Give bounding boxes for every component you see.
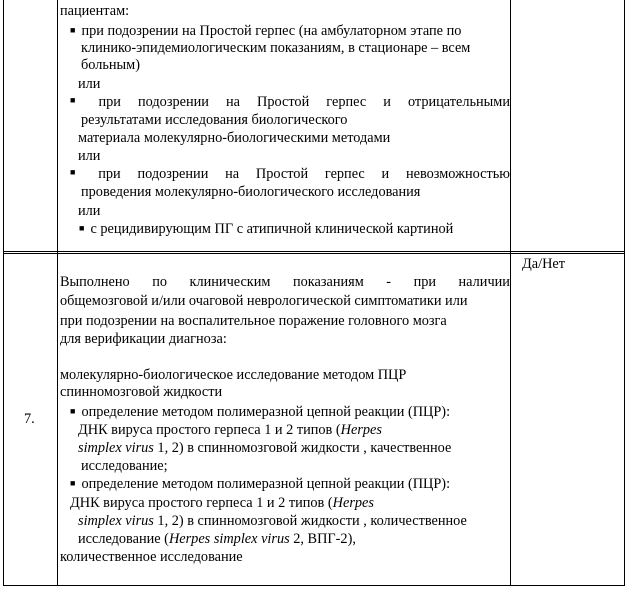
- table-border-col2: [510, 0, 511, 586]
- text-line: [60, 274, 510, 291]
- text-line: пациентам:: [60, 3, 130, 19]
- text-line: спинномозговой жидкости: [60, 384, 223, 400]
- text-line: проведения молекулярно-биологического исследования: [81, 184, 421, 200]
- list-item: ■ определение методом полимеразной цепной реакции (ПЦР):: [70, 476, 451, 492]
- justified-text: Выполнено по клиническим показаниям - при наличии: [60, 274, 510, 290]
- text-line: больным): [81, 57, 140, 73]
- row-divider: [3, 253, 625, 254]
- text-line: материала молекулярно-биологическими методами: [78, 130, 391, 146]
- italic-text: Herpes: [332, 495, 374, 511]
- table-border-bottom: [3, 585, 625, 586]
- bullet-square-icon: ■: [70, 95, 76, 105]
- bullet-square-icon: ■: [70, 406, 76, 416]
- list-item: ■ при подозрении на Простой герпес и невозможностью: [70, 166, 510, 182]
- bullet-square-icon: ■: [70, 167, 76, 177]
- italic-text: Herpes simplex virus: [168, 531, 290, 547]
- list-item: ■ определение методом полимеразной цепной реакции (ПЦР):: [70, 404, 451, 420]
- table-border-col1: [57, 0, 58, 586]
- bullet-square-icon: ■: [70, 478, 76, 488]
- text-line: ДНК вируса простого герпеса 1 и 2 типов (Herpes: [78, 422, 382, 438]
- bullet-square-icon: ■: [79, 223, 85, 233]
- row-number: 7.: [24, 411, 35, 427]
- text-line: исследование (Herpes simplex virus 2, ВПГ-2),: [78, 531, 356, 547]
- list-item: ■ при подозрении на Простой герпес и отрицательными: [70, 94, 510, 110]
- text-line: или: [78, 76, 101, 92]
- text-line: simplex virus 1, 2) в спинномозговой жидкости , качественное: [78, 440, 452, 456]
- list-item: ■ с рецидивирующим ПГ с атипичной клинической картиной: [79, 221, 454, 237]
- bullet-square-icon: ■: [70, 25, 76, 35]
- italic-text: simplex virus: [78, 440, 154, 456]
- italic-text: simplex virus: [78, 513, 154, 529]
- text-line: количественное исследование: [60, 549, 243, 565]
- text-line: при подозрении на воспалительное поражение головного мозга: [60, 313, 447, 329]
- text-line: ДНК вируса простого герпеса 1 и 2 типов (Herpes: [70, 495, 374, 511]
- italic-text: Herpes: [340, 422, 382, 438]
- row-divider: [3, 251, 625, 252]
- text-line: simplex virus 1, 2) в спинномозговой жидкости , количественное: [78, 513, 467, 529]
- list-item: ■ при подозрении на Простой герпес (на амбулаторном этапе по: [70, 23, 462, 39]
- text-line: результатами исследования биологического: [81, 112, 348, 128]
- text-line: для верификации диагноза:: [60, 331, 227, 347]
- text-line: общемозговой и/или очаговой неврологической симптоматики или: [60, 293, 468, 309]
- text-line: молекулярно-биологическое исследование методом ПЦР: [60, 367, 407, 383]
- answer-cell: Да/Нет: [522, 256, 565, 272]
- text-line: или: [78, 203, 101, 219]
- text-line: исследование;: [81, 458, 168, 474]
- table-border-left: [3, 0, 4, 586]
- table-border-right: [624, 0, 625, 586]
- text-line: или: [78, 148, 101, 164]
- text-line: клинико-эпидемиологическим показаниям, в стационаре – всем: [81, 40, 471, 56]
